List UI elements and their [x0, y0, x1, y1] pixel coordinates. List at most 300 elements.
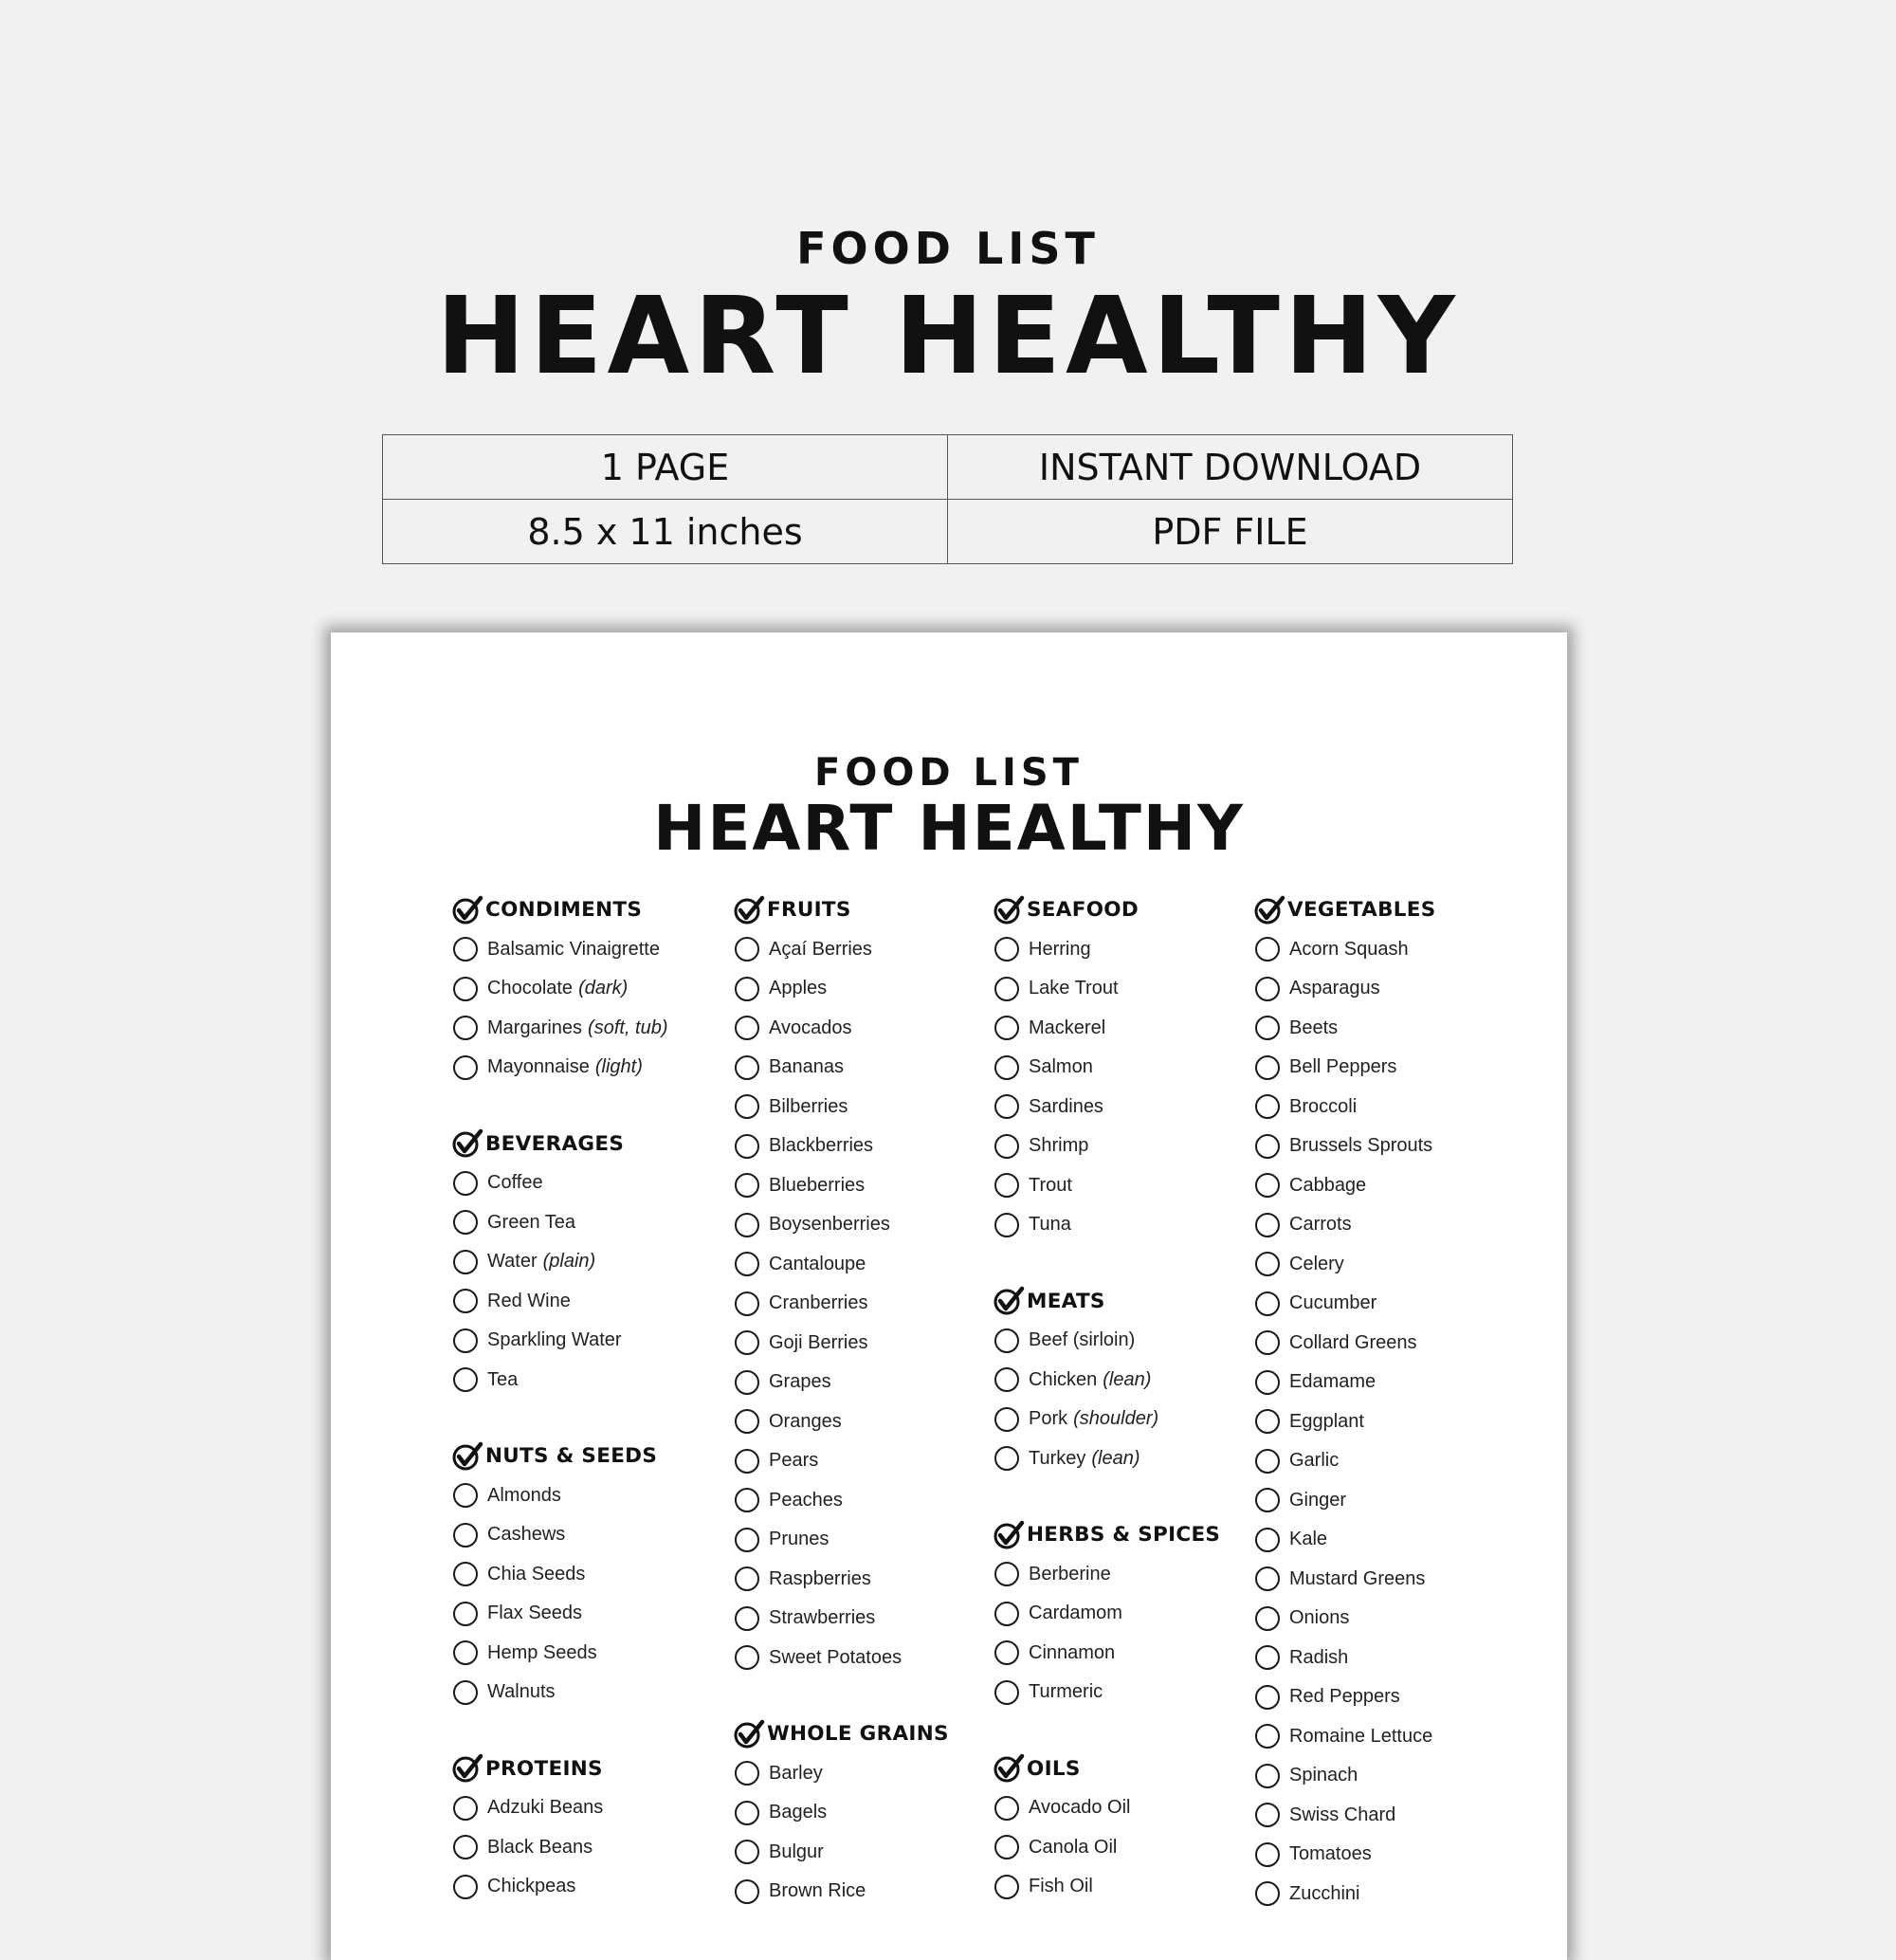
item-label: Spinach [1289, 1765, 1358, 1786]
checklist-item[interactable] [1253, 1205, 1509, 1245]
checkbox-circle[interactable] [735, 1840, 759, 1864]
item-label: Garlic [1289, 1450, 1340, 1472]
checklist-item[interactable] [451, 1321, 707, 1361]
category-section [451, 890, 707, 1088]
checklist-item[interactable] [451, 1009, 707, 1049]
item-label: Green Tea [487, 1211, 576, 1233]
checklist-item[interactable] [993, 1400, 1249, 1439]
item-label: Brown Rice [769, 1880, 866, 1902]
item-label: Tomatoes [1289, 1843, 1372, 1865]
item-label: Radish [1289, 1646, 1349, 1668]
checkbox-circle[interactable] [994, 977, 1019, 1001]
checkbox-circle[interactable] [735, 1409, 759, 1434]
category-section [451, 1125, 707, 1401]
spec-row [383, 435, 1513, 500]
checklist-item[interactable] [993, 1166, 1249, 1206]
checkbox-circle[interactable] [735, 1528, 759, 1552]
checklist-item[interactable] [733, 1205, 989, 1245]
item-label: Margarines [487, 1017, 583, 1038]
checkbox-circle[interactable] [735, 1566, 759, 1591]
checklist-item[interactable] [451, 1594, 707, 1634]
item-label: Pork [1029, 1408, 1068, 1430]
checkbox-circle[interactable] [994, 1562, 1019, 1586]
item-label: Celery [1289, 1253, 1344, 1274]
category-title: SEAFOOD [1027, 898, 1139, 923]
item-label: Mayonnaise [487, 1056, 590, 1078]
category-section [1253, 890, 1509, 1914]
category-title: PROTEINS [485, 1756, 603, 1781]
item-label: Apples [769, 978, 828, 999]
checklist-item[interactable] [993, 1828, 1249, 1868]
item-label: Prunes [769, 1529, 830, 1550]
category-section [733, 1714, 989, 1912]
checklist-item[interactable] [1253, 1441, 1509, 1481]
checklist-item[interactable] [733, 1363, 989, 1402]
item-label: Açaí Berries [769, 938, 872, 960]
item-label: Red Peppers [1289, 1686, 1400, 1708]
checkbox-circle[interactable] [735, 1330, 759, 1355]
checkbox-circle[interactable] [994, 1680, 1019, 1705]
item-label: Chia Seeds [487, 1563, 586, 1584]
checklist-item[interactable] [733, 1872, 989, 1912]
checkbox-circle[interactable] [1255, 1016, 1280, 1040]
checklist-item[interactable] [1253, 1009, 1509, 1049]
checklist-item[interactable] [993, 1439, 1249, 1479]
item-label: Romaine Lettuce [1289, 1725, 1433, 1747]
checkbox-circle[interactable] [453, 1640, 478, 1665]
checkbox-circle[interactable] [1255, 1528, 1280, 1552]
category-section [451, 1749, 707, 1907]
checkbox-circle[interactable] [453, 1523, 478, 1548]
checkbox-circle[interactable] [735, 1213, 759, 1237]
checkbox-circle[interactable] [453, 1055, 478, 1080]
category-section [451, 1437, 707, 1713]
checklist-item[interactable] [1253, 930, 1509, 970]
checklist-item[interactable] [1253, 1284, 1509, 1324]
printable-sheet [331, 632, 1567, 1960]
item-label: Edamame [1289, 1371, 1376, 1393]
item-label: Trout [1029, 1174, 1072, 1196]
checkbox-circle[interactable] [1255, 1881, 1280, 1906]
checkbox-circle[interactable] [1255, 977, 1280, 1001]
checkmark-circle-icon [1253, 894, 1287, 926]
checkbox-circle[interactable] [1255, 1055, 1280, 1080]
checkbox-circle[interactable] [1255, 1685, 1280, 1710]
checkbox-circle[interactable] [1255, 1488, 1280, 1512]
checkbox-circle[interactable] [453, 1250, 478, 1274]
item-label: Tuna [1029, 1214, 1071, 1236]
item-label: Water [487, 1251, 538, 1273]
item-label: Cashews [487, 1524, 566, 1546]
checklist-item[interactable] [733, 1009, 989, 1049]
item-label: Blueberries [769, 1174, 866, 1196]
category-header [733, 1714, 989, 1754]
checklist-item[interactable] [733, 1793, 989, 1833]
item-label: Black Beans [487, 1836, 593, 1858]
item-label: Mustard Greens [1289, 1567, 1426, 1589]
category-header [451, 1749, 707, 1789]
checkbox-circle[interactable] [1255, 1409, 1280, 1434]
item-label: Onions [1289, 1607, 1350, 1629]
item-label: Chicken [1029, 1368, 1098, 1390]
item-label: Beets [1289, 1017, 1339, 1038]
category-title: NUTS & SEEDS [485, 1444, 658, 1469]
checklist-item[interactable] [451, 1242, 707, 1282]
category-header [1253, 890, 1509, 930]
checklist-item[interactable] [733, 969, 989, 1009]
checkbox-circle[interactable] [994, 1173, 1019, 1198]
category-title: VEGETABLES [1287, 898, 1436, 923]
category-title: WHOLE GRAINS [767, 1722, 949, 1747]
checklist-item[interactable] [1253, 1639, 1509, 1678]
checkbox-circle[interactable] [735, 1094, 759, 1119]
checklist-item[interactable] [451, 1673, 707, 1713]
sheet-title: HEART HEALTHY [653, 792, 1245, 865]
category-header [993, 890, 1249, 930]
checkmark-circle-icon [993, 1752, 1027, 1785]
checklist-item[interactable] [1253, 1363, 1509, 1402]
header-kicker: FOOD LIST [796, 223, 1100, 274]
checkbox-circle[interactable] [453, 977, 478, 1001]
checklist-item[interactable] [733, 1754, 989, 1794]
item-label: Ginger [1289, 1489, 1347, 1511]
item-note: (light) [594, 1056, 643, 1078]
checklist-item[interactable] [733, 930, 989, 970]
checkbox-circle[interactable] [994, 1407, 1019, 1432]
checkbox-circle[interactable] [735, 1370, 759, 1395]
checkbox-circle[interactable] [994, 1094, 1019, 1119]
checkbox-circle[interactable] [1255, 1291, 1280, 1316]
item-note: (plain) [542, 1251, 596, 1273]
checkbox-circle[interactable] [453, 1016, 478, 1040]
checkbox-circle[interactable] [994, 937, 1019, 962]
checkbox-circle[interactable] [994, 1055, 1019, 1080]
checklist-item[interactable] [993, 1361, 1249, 1401]
checklist-item[interactable] [451, 1282, 707, 1322]
header-title: HEART HEALTHY [436, 275, 1460, 398]
checklist-item[interactable] [1253, 1088, 1509, 1127]
checkbox-circle[interactable] [1255, 1449, 1280, 1474]
checklist-item[interactable] [1253, 1245, 1509, 1285]
checklist-item[interactable] [451, 1476, 707, 1516]
checkbox-circle[interactable] [453, 1680, 478, 1705]
checkbox-circle[interactable] [453, 1562, 478, 1586]
checkbox-circle[interactable] [453, 1328, 478, 1353]
item-label: Strawberries [769, 1607, 876, 1629]
checklist-item[interactable] [1253, 1835, 1509, 1875]
checklist-item[interactable] [733, 1166, 989, 1206]
checkbox-circle[interactable] [453, 1289, 478, 1313]
item-label: Cucumber [1289, 1292, 1377, 1314]
category-header [993, 1749, 1249, 1789]
item-label: Eggplant [1289, 1410, 1364, 1432]
checklist-item[interactable] [1253, 1717, 1509, 1757]
checklist-item[interactable] [1253, 1599, 1509, 1639]
checkmark-circle-icon [451, 1440, 485, 1473]
checkbox-circle[interactable] [1255, 1213, 1280, 1237]
checklist-item[interactable] [451, 1788, 707, 1828]
checklist-item[interactable] [733, 1560, 989, 1600]
item-label: Blackberries [769, 1135, 874, 1157]
checkbox-circle[interactable] [735, 1801, 759, 1825]
checklist-item[interactable] [993, 1205, 1249, 1245]
category-title: FRUITS [767, 898, 851, 923]
item-label: Lake Trout [1029, 978, 1119, 999]
checklist-item[interactable] [1253, 969, 1509, 1009]
checkbox-circle[interactable] [735, 1134, 759, 1159]
checklist-item[interactable] [993, 1634, 1249, 1674]
checklist-item[interactable] [451, 1828, 707, 1868]
checklist-item[interactable] [451, 1634, 707, 1674]
checkbox-circle[interactable] [735, 937, 759, 962]
item-note: (shoulder) [1073, 1408, 1159, 1430]
checkbox-circle[interactable] [994, 1602, 1019, 1626]
checklist-item[interactable] [733, 1127, 989, 1166]
checkbox-circle[interactable] [735, 1173, 759, 1198]
checklist-item[interactable] [451, 1515, 707, 1555]
category-header [451, 890, 707, 930]
checkbox-circle[interactable] [735, 1761, 759, 1786]
checklist-item[interactable] [1253, 1677, 1509, 1717]
item-label: Avocados [769, 1017, 852, 1038]
checkbox-circle[interactable] [1255, 1134, 1280, 1159]
checkbox-circle[interactable] [453, 1602, 478, 1626]
checklist-item[interactable] [993, 1594, 1249, 1634]
category-header [733, 890, 989, 930]
checkbox-circle[interactable] [453, 1875, 478, 1899]
checklist-item[interactable] [733, 1520, 989, 1560]
checkbox-circle[interactable] [1255, 1606, 1280, 1631]
checklist-item[interactable] [1253, 1481, 1509, 1521]
item-note: (soft, tub) [588, 1017, 668, 1038]
item-label: Raspberries [769, 1567, 871, 1589]
item-label: Brussels Sprouts [1289, 1135, 1433, 1157]
category-title: BEVERAGES [485, 1131, 625, 1156]
item-label: Asparagus [1289, 978, 1380, 999]
checkbox-circle[interactable] [994, 1875, 1019, 1899]
checkbox-circle[interactable] [1255, 1370, 1280, 1395]
checklist-item[interactable] [733, 1048, 989, 1088]
checkbox-circle[interactable] [994, 1016, 1019, 1040]
column-1 [451, 890, 707, 1944]
checkbox-circle[interactable] [994, 1796, 1019, 1821]
checkmark-circle-icon [451, 1127, 485, 1160]
checkbox-circle[interactable] [1255, 1173, 1280, 1198]
checkmark-circle-icon [733, 894, 767, 926]
spec-delivery: INSTANT DOWNLOAD [948, 435, 1513, 500]
column-4 [1253, 890, 1509, 1951]
checkbox-circle[interactable] [453, 1796, 478, 1821]
checklist-item[interactable] [1253, 1875, 1509, 1914]
checkbox-circle[interactable] [1255, 1764, 1280, 1788]
checklist-item[interactable] [1253, 1166, 1509, 1206]
category-title: OILS [1027, 1756, 1081, 1781]
checklist-item[interactable] [1253, 1520, 1509, 1560]
checklist-item[interactable] [451, 1203, 707, 1243]
checklist-item[interactable] [1253, 1048, 1509, 1088]
checklist-item[interactable] [733, 1481, 989, 1521]
checklist-item[interactable] [451, 1867, 707, 1907]
checkbox-circle[interactable] [735, 1449, 759, 1474]
checkbox-circle[interactable] [735, 1606, 759, 1631]
checkbox-circle[interactable] [994, 1213, 1019, 1237]
item-label: Sweet Potatoes [769, 1646, 902, 1668]
checklist-item[interactable] [993, 1555, 1249, 1595]
item-label: Almonds [487, 1484, 561, 1506]
checkbox-circle[interactable] [453, 1483, 478, 1508]
checkbox-circle[interactable] [1255, 1252, 1280, 1276]
item-label: Bell Peppers [1289, 1056, 1397, 1078]
checklist-item[interactable] [451, 1048, 707, 1088]
item-label: Broccoli [1289, 1095, 1358, 1117]
spec-pages: 1 PAGE [383, 435, 948, 500]
category-title: MEATS [1027, 1289, 1105, 1313]
category-section [733, 890, 989, 1677]
checkbox-circle[interactable] [453, 1210, 478, 1235]
checklist-item[interactable] [733, 1639, 989, 1678]
item-label: Chickpeas [487, 1876, 576, 1897]
category-header [451, 1437, 707, 1476]
checkmark-circle-icon [451, 1752, 485, 1785]
item-label: Swiss Chard [1289, 1804, 1396, 1825]
checkbox-circle[interactable] [1255, 1724, 1280, 1749]
item-label: Fish Oil [1029, 1876, 1093, 1897]
item-label: Turkey [1029, 1447, 1086, 1469]
item-label: Flax Seeds [487, 1603, 583, 1624]
category-header [451, 1125, 707, 1164]
item-label: Bulgur [769, 1841, 824, 1862]
item-label: Goji Berries [769, 1331, 868, 1353]
item-label: Carrots [1289, 1214, 1352, 1236]
checklist-item[interactable] [451, 1163, 707, 1203]
checkbox-circle[interactable] [1255, 1566, 1280, 1591]
checkbox-circle[interactable] [994, 1367, 1019, 1392]
item-note: (dark) [578, 978, 629, 999]
checklist-item[interactable] [733, 1599, 989, 1639]
checklist-item[interactable] [993, 1867, 1249, 1907]
item-label: Bananas [769, 1056, 844, 1078]
checklist-item[interactable] [993, 1009, 1249, 1049]
item-label: Sardines [1029, 1095, 1103, 1117]
checklist-item[interactable] [993, 1788, 1249, 1828]
checklist-item[interactable] [993, 1088, 1249, 1127]
checkmark-circle-icon [993, 1519, 1027, 1551]
checkbox-circle[interactable] [735, 1488, 759, 1512]
checkbox-circle[interactable] [1255, 1803, 1280, 1827]
checklist-item[interactable] [733, 1833, 989, 1873]
checkbox-circle[interactable] [735, 1016, 759, 1040]
item-label: Peaches [769, 1489, 843, 1511]
item-label: Acorn Squash [1289, 938, 1409, 960]
column-2 [733, 890, 989, 1949]
checkbox-circle[interactable] [1255, 1330, 1280, 1355]
spec-row [383, 500, 1513, 564]
checklist-item[interactable] [993, 1321, 1249, 1361]
checkbox-circle[interactable] [735, 1291, 759, 1316]
checklist-item[interactable] [451, 1555, 707, 1595]
item-label: Mackerel [1029, 1017, 1106, 1038]
checklist-item[interactable] [451, 930, 707, 970]
item-label: Coffee [487, 1172, 543, 1194]
checklist-item[interactable] [1253, 1560, 1509, 1600]
checklist-item[interactable] [451, 969, 707, 1009]
category-title: CONDIMENTS [485, 898, 643, 923]
checklist-item[interactable] [993, 930, 1249, 970]
sheet-kicker: FOOD LIST [814, 751, 1084, 795]
item-label: Avocado Oil [1029, 1797, 1131, 1819]
checkbox-circle[interactable] [735, 1055, 759, 1080]
checklist-item[interactable] [733, 1088, 989, 1127]
category-title: HERBS & SPICES [1027, 1523, 1221, 1548]
item-label: Kale [1289, 1529, 1328, 1550]
item-label: Red Wine [487, 1290, 571, 1311]
checkbox-circle[interactable] [1255, 1645, 1280, 1670]
checklist-item[interactable] [451, 1361, 707, 1401]
checkmark-circle-icon [993, 894, 1027, 926]
checklist-item[interactable] [733, 1245, 989, 1285]
checklist-item[interactable] [993, 1048, 1249, 1088]
checkbox-circle[interactable] [453, 1171, 478, 1196]
checkbox-circle[interactable] [735, 977, 759, 1001]
checklist-item[interactable] [733, 1441, 989, 1481]
checkbox-circle[interactable] [1255, 937, 1280, 962]
category-section [993, 890, 1249, 1245]
item-label: Shrimp [1029, 1135, 1089, 1157]
spec-size: 8.5 x 11 inches [383, 500, 948, 564]
checklist-item[interactable] [993, 1673, 1249, 1713]
checkbox-circle[interactable] [994, 1328, 1019, 1353]
item-label: Salmon [1029, 1056, 1093, 1078]
checkbox-circle[interactable] [735, 1879, 759, 1904]
item-label: Grapes [769, 1371, 831, 1393]
checkbox-circle[interactable] [453, 937, 478, 962]
checklist-item[interactable] [733, 1284, 989, 1324]
item-label: Turmeric [1029, 1681, 1103, 1703]
checkbox-circle[interactable] [1255, 1094, 1280, 1119]
item-label: Adzuki Beans [487, 1797, 604, 1819]
checkmark-circle-icon [993, 1285, 1027, 1317]
checkbox-circle[interactable] [994, 1446, 1019, 1471]
checklist-item[interactable] [733, 1402, 989, 1442]
item-label: Zucchini [1289, 1882, 1360, 1904]
item-label: Walnuts [487, 1681, 556, 1703]
checkbox-circle[interactable] [453, 1835, 478, 1859]
checkbox-circle[interactable] [1255, 1842, 1280, 1867]
checklist-item[interactable] [993, 1127, 1249, 1166]
category-section [993, 1749, 1249, 1907]
checkbox-circle[interactable] [453, 1367, 478, 1392]
item-label: Bilberries [769, 1095, 848, 1117]
checklist-item[interactable] [1253, 1402, 1509, 1442]
checkbox-circle[interactable] [735, 1645, 759, 1670]
checklist-item[interactable] [1253, 1127, 1509, 1166]
checklist-item[interactable] [1253, 1796, 1509, 1836]
checkbox-circle[interactable] [994, 1134, 1019, 1159]
item-label: Sparkling Water [487, 1329, 622, 1351]
item-label: Cabbage [1289, 1174, 1367, 1196]
checklist-item[interactable] [1253, 1756, 1509, 1796]
checklist-item[interactable] [1253, 1324, 1509, 1364]
item-label: Tea [487, 1368, 519, 1390]
checkbox-circle[interactable] [735, 1252, 759, 1276]
checklist-item[interactable] [733, 1324, 989, 1364]
checkbox-circle[interactable] [994, 1640, 1019, 1665]
item-label: Pears [769, 1450, 819, 1472]
item-note: (lean) [1103, 1368, 1152, 1390]
checkbox-circle[interactable] [994, 1835, 1019, 1859]
spec-table [382, 434, 1513, 564]
checklist-item[interactable] [993, 969, 1249, 1009]
